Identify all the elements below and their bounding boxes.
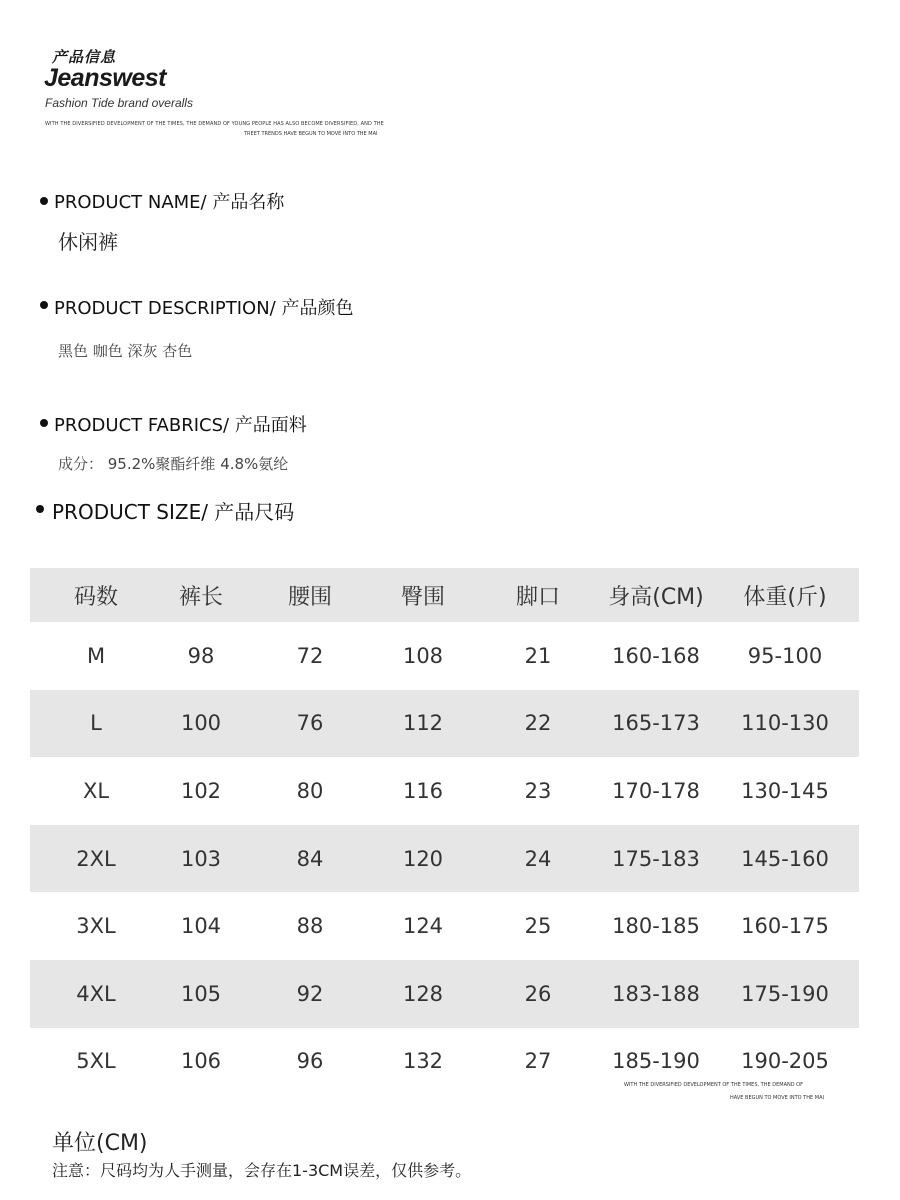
table-cell: 21: [524, 643, 552, 668]
header-cell: 身高(CM): [608, 584, 704, 610]
table-cell: 3XL: [76, 914, 116, 939]
table-cell: 110-130: [741, 711, 829, 736]
table-cell: 112: [402, 711, 444, 736]
table-cell: 130-145: [741, 778, 829, 803]
table-cell: 98: [187, 643, 215, 668]
header-cell: 脚口: [515, 584, 560, 610]
table-body: [30, 622, 859, 1095]
table-cell: 185-190: [612, 1049, 700, 1074]
table-cell: 183-188: [612, 981, 700, 1006]
table-cell: 165-173: [612, 711, 700, 736]
table-cell: 4XL: [76, 981, 116, 1006]
table-cell: 160-168: [612, 643, 700, 668]
table-row: [30, 757, 859, 825]
table-cell: 175-183: [612, 846, 700, 871]
table-header-row: [30, 568, 859, 622]
header-fine-print-2: TREET TRENDS HAVE BEGUN TO MOVE INTO THE MAI: [244, 131, 378, 137]
table-cell: 100: [180, 711, 222, 736]
table-cell: 102: [180, 778, 222, 803]
table-cell: XL: [82, 778, 110, 803]
table-cell: 27: [524, 1049, 552, 1074]
header-cell: 码数: [73, 584, 118, 610]
header-cell: 裤长: [178, 584, 223, 610]
table-cell: 175-190: [741, 981, 829, 1006]
table-fine-print-2: HAVE BEGUN TO MOVE INTO THE MAI: [730, 1095, 824, 1101]
table-cell: 104: [180, 914, 222, 939]
header-fine-print: WITH THE DIVERSIFIED DEVELOPMENT OF THE TIMES, THE DEMAND OF YOUNG PEOPLE HAS ALSO BECOME DIVERSIFIED, AND THE: [45, 121, 384, 127]
bullet-icon: [40, 419, 48, 427]
table-cell: 96: [296, 1049, 324, 1074]
header-cell: 臀围: [400, 584, 445, 610]
table-cell: 76: [296, 711, 324, 736]
bullet-icon: [40, 301, 48, 309]
table-cell: 132: [402, 1049, 444, 1074]
table-row: [30, 690, 859, 758]
table-cell: 92: [296, 981, 324, 1006]
table-cell: 103: [180, 846, 222, 871]
table-cell: 105: [180, 981, 222, 1006]
product-description-title: PRODUCT DESCRIPTION/ 产品颜色: [54, 298, 354, 319]
table-cell: 170-178: [612, 778, 700, 803]
table-row: [30, 892, 859, 960]
table-cell: 2XL: [76, 846, 116, 871]
table-row: [30, 622, 859, 690]
unit-label: 单位(CM): [52, 1131, 148, 1156]
table-cell: 22: [524, 711, 552, 736]
table-cell: 72: [296, 643, 324, 668]
product-fabrics-title: PRODUCT FABRICS/ 产品面料: [54, 415, 307, 436]
table-cell: 23: [524, 778, 552, 803]
table-cell: 25: [524, 914, 552, 939]
product-size-title: PRODUCT SIZE/ 产品尺码: [52, 500, 295, 524]
product-fabrics-value: 成分： 95.2%聚酯纤维 4.8%氨纶: [58, 455, 289, 473]
header-cell: 腰围: [287, 584, 332, 610]
table-row: [30, 825, 859, 893]
table-fine-print: WITH THE DIVERSIFIED DEVELOPMENT OF THE TIMES, THE DEMAND OF: [624, 1082, 803, 1088]
product-name-value: 休闲裤: [58, 230, 118, 254]
table-cell: 88: [296, 914, 324, 939]
table-cell: 108: [402, 643, 444, 668]
table-cell: 5XL: [76, 1049, 116, 1074]
header-cell: 体重(斤): [743, 584, 827, 610]
table-cell: 95-100: [747, 643, 823, 668]
table-cell: 24: [524, 846, 552, 871]
table-cell: 190-205: [741, 1049, 829, 1074]
table-cell: 128: [402, 981, 444, 1006]
product-colors-value: 黑色 咖色 深灰 杏色: [58, 342, 193, 360]
brand-logo: Jeanswest: [44, 64, 166, 92]
table-cell: 84: [296, 846, 324, 871]
brand-tagline: Fashion Tide brand overalls: [45, 96, 193, 110]
header-title: 产品信息: [52, 48, 117, 66]
table-cell: 80: [296, 778, 324, 803]
table-row: [30, 960, 859, 1028]
table-cell: M: [86, 643, 106, 668]
measurement-note: 注意：尺码均为人手测量，会存在1-3CM误差，仅供参考。: [52, 1161, 472, 1180]
table-cell: L: [90, 711, 102, 736]
table-cell: 160-175: [741, 914, 829, 939]
product-name-title: PRODUCT NAME/ 产品名称: [54, 192, 285, 213]
bullet-icon: [40, 197, 48, 205]
table-cell: 124: [402, 914, 444, 939]
table-cell: 116: [402, 778, 444, 803]
size-table: [30, 568, 859, 1095]
table-cell: 106: [180, 1049, 222, 1074]
table-cell: 145-160: [741, 846, 829, 871]
table-cell: 180-185: [612, 914, 700, 939]
table-cell: 26: [524, 981, 552, 1006]
table-cell: 120: [402, 846, 444, 871]
bullet-icon: [36, 505, 44, 513]
